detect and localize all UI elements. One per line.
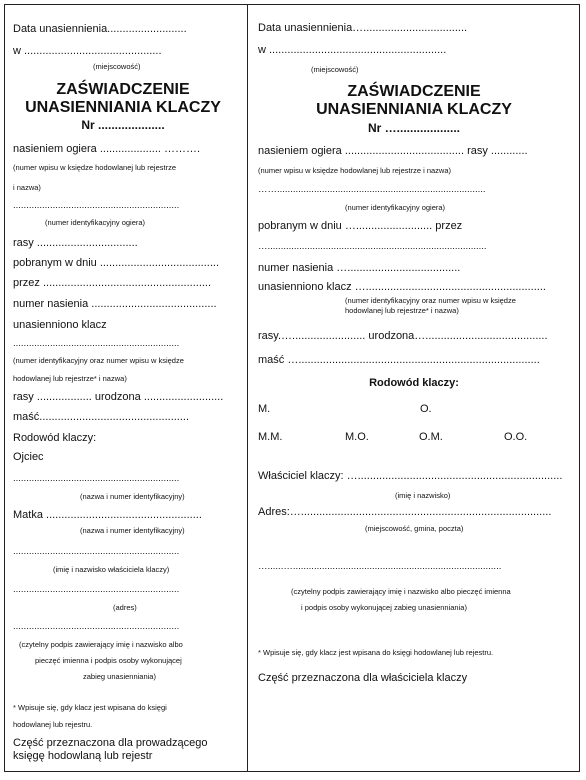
collected-by-line: przez ....................................................... [13,277,212,289]
dam-note: (nazwa i numer identyfikacyjny) [80,526,185,535]
owner-note: (imię i nazwisko) [395,491,451,500]
collected-by-dots: …................................................................................... [258,241,487,252]
stallion-id-dots: ............................................................... [13,200,180,211]
signature-note-cont: pieczęć imienna i podpis osoby wykonującej [35,656,182,665]
insemination-date-line: Data unasiennienia….................................. [258,22,468,34]
breed-birth-line: rasy .................. urodzona .......................... [13,391,224,403]
certificate-number: Nr .................... [81,118,165,132]
address-line: Adres:….................................................................................. [258,506,552,518]
breed-line: rasy ................................. [13,237,138,249]
stallion-id-note: (numer identyfikacyjny ogiera) [345,203,446,212]
mare-id-note-cont: hodowlanej lub rejestrze* i nazwa) [345,306,459,315]
location-line: w .......................................................... [258,44,447,56]
certificate-title: ZAŚWIADCZENIE [56,81,190,98]
sire-label: Ojciec [13,451,44,463]
stallion-semen-line: nasieniem ogiera .................... ………. [13,143,201,155]
signature-note-end: zabieg unasienniania) [83,672,156,681]
signature-dots: ............................................................... [13,621,180,632]
certificate-subtitle: UNASIENNIANIA KLACZY [25,99,221,116]
pedigree-heading: Rodowód klaczy: [369,377,459,389]
pedigree-dam: M. [258,403,271,415]
certificate-subtitle: UNASIENNIANIA KLACZY [316,101,512,118]
owner-line: Właściciel klaczy: …................................................................... [258,470,563,482]
stallion-semen-line: nasieniem ogiera ....................................... rasy ............ [258,145,528,157]
mare-inseminated-line: unasienniono klacz …........................................................... [258,281,546,293]
stallion-registry-note: (numer wpisu w księdze hodowlanej lub rejestrze i nazwa) [258,166,452,175]
sire-note: (nazwa i numer identyfikacyjny) [80,492,185,501]
address-note: (adres) [113,603,137,612]
footnote: * Wpisuje się, gdy klacz jest wpisana do księgi hodowlanej lub rejestru. [258,648,494,657]
signature-note: (czytelny podpis zawierający imię i nazwisko albo pieczęć imienna [291,587,511,596]
pedigree-sire-dam: O.M. [419,431,443,443]
certificate-title: ZAŚWIADCZENIE [347,83,481,100]
mare-id-dots: ............................................................... [13,338,180,349]
semen-number-line: numer nasienia ......................................... [13,298,217,310]
collected-line: pobranym w dniu …......................... przez [258,220,463,232]
address-note: (miejscowość, gmina, poczta) [365,524,464,533]
mare-id-note: (numer identyfikacyjny oraz numer wpisu w księdze [345,296,516,305]
mare-id-note: (numer identyfikacyjny oraz numer wpisu w księdze [13,356,184,365]
copy-purpose-cont: księgę hodowlaną lub rejestr [13,750,153,762]
address-dots: ............................................................... [13,584,180,595]
stallion-id-note: (numer identyfikacyjny ogiera) [45,218,146,227]
dam-line: Matka ................................................... [13,509,202,521]
collected-date-line: pobranym w dniu ....................................... [13,257,220,269]
sire-dots: ............................................................... [13,473,180,484]
stallion-id-dots: ……............................................................................... [258,184,486,195]
signature-dots: …......…............................................................................... [258,561,502,572]
certificate-number: Nr …................... [367,121,460,135]
pedigree-sire: O. [420,403,432,415]
coat-colour-line: maść …............................................................................... [258,354,540,366]
coat-colour-line: maść................................................. [13,411,190,423]
owner-dots: ............................................................... [13,546,180,557]
copy-purpose: Część przeznaczona dla właściciela klaczy [258,672,468,684]
location-line: w ............................................. [13,45,162,57]
pedigree-dam-sire: M.O. [345,431,369,443]
pedigree-dam-dam: M.M. [258,431,283,443]
pedigree-sire-sire: O.O. [504,431,528,443]
footnote: * Wpisuje się, gdy klacz jest wpisana do księgi [13,703,167,712]
footnote-cont: hodowlanej lub rejestru. [13,720,93,729]
copy-purpose: Część przeznaczona dla prowadzącego [13,737,208,749]
location-caption: (miejscowość) [311,65,359,74]
location-caption: (miejscowość) [93,62,141,71]
mare-inseminated-label: unasienniono klacz [13,319,107,331]
signature-note-cont: i podpis osoby wykonującej zabieg unasienniania) [301,603,467,612]
semen-number-line: numer nasienia …..................................... [258,262,461,274]
pedigree-label: Rodowód klaczy: [13,432,97,444]
signature-note: (czytelny podpis zawierający imię i nazwisko albo [19,640,183,649]
column-divider [247,4,248,772]
insemination-date-line: Data unasiennienia.......................... [13,23,187,35]
owner-note: (imię i nazwisko właściciela klaczy) [53,565,170,574]
stallion-registry-note-cont: i nazwa) [13,183,41,192]
mare-id-note-cont: hodowlanej lub rejestrze* i nazwa) [13,374,127,383]
breed-birth-line: rasy.…........................ urodzona…........................................ [258,330,548,342]
stallion-registry-note: (numer wpisu w księdze hodowlanej lub rejestrze [13,163,176,172]
